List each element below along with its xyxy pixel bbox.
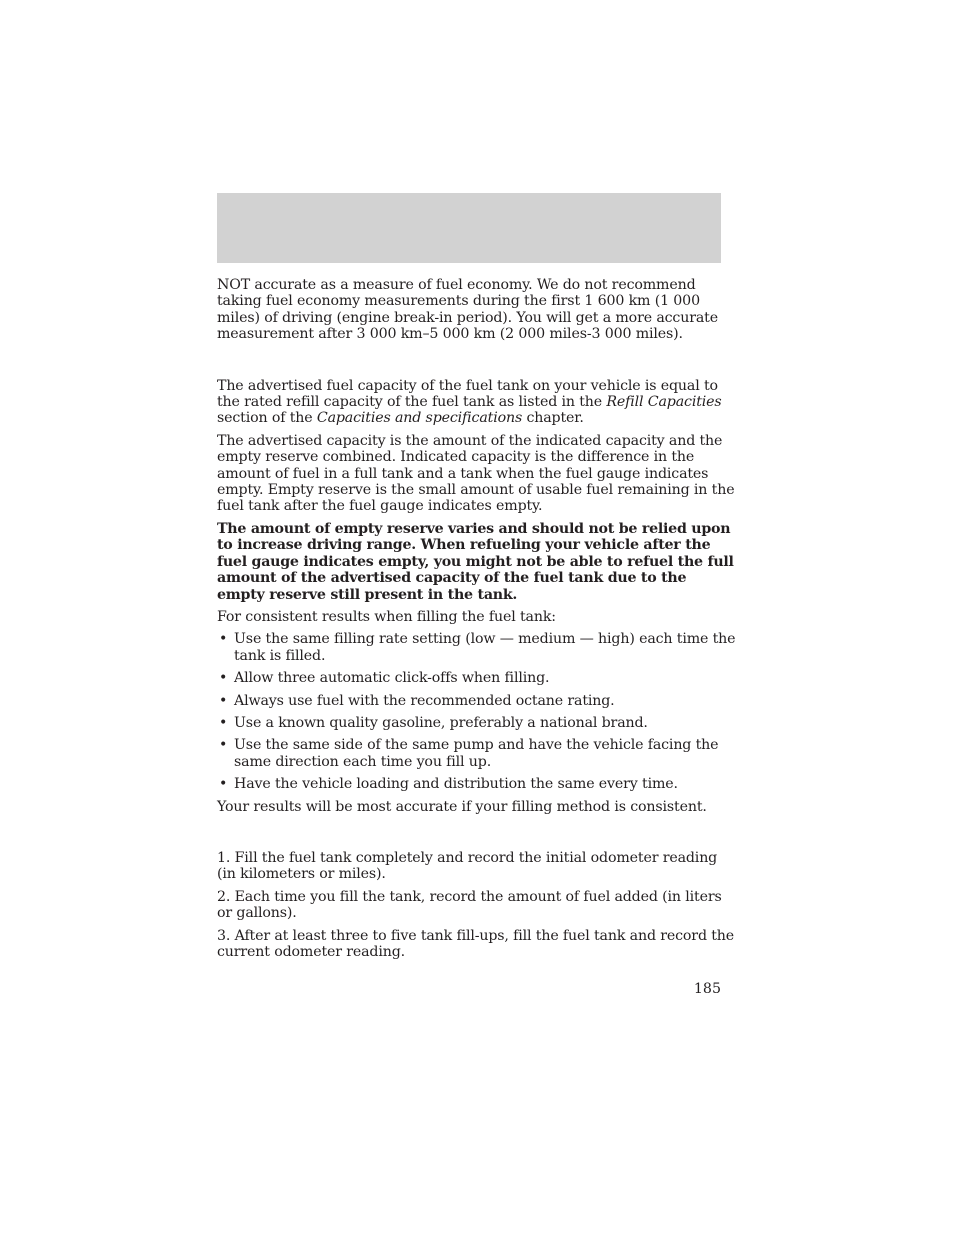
list-item-text: Always use fuel with the recommended octane rating. xyxy=(234,692,615,709)
list-item xyxy=(217,737,737,770)
step-3: 3. After at least three to five tank fill-ups, fill the fuel tank and record the current odometer reading. xyxy=(217,927,735,960)
list-item xyxy=(217,776,737,792)
advertised-capacity-paragraph: The advertised capacity is the amount of the indicated capacity and the empty reserve combined. Indicated capacity is the difference in the amount of fuel in a full tank and a tank when the fuel gauge indicates empty. Empty reserve is the small amount of usable fuel remaining in the fuel tank after the fuel gauge indicates empty. xyxy=(217,432,735,515)
intro-paragraph: NOT accurate as a measure of fuel economy. We do not recommend taking fuel economy measurements during the first 1 600 km (1 000 miles) of driving (engine break-in period). You will get a more accurate measurement after 3 000 km–5 000 km (2 000 miles-3 000 miles). xyxy=(217,277,718,343)
section-header-band xyxy=(217,193,721,263)
bullet-icon: • xyxy=(219,714,228,731)
filling-intro: For consistent results when filling the fuel tank: xyxy=(217,608,556,625)
capacity-text-2: section of the xyxy=(217,410,317,427)
capacity-paragraph xyxy=(217,378,737,427)
page-number: 185 xyxy=(693,981,721,997)
capacity-text-3: chapter. xyxy=(522,410,584,427)
filling-closing: Your results will be most accurate if your filling method is consistent. xyxy=(217,798,707,815)
bullet-icon: • xyxy=(219,776,228,793)
list-item xyxy=(217,670,737,686)
list-item xyxy=(217,715,737,731)
list-item-text: Allow three automatic click-offs when filling. xyxy=(234,670,550,687)
list-item xyxy=(217,693,737,709)
filling-tips-list xyxy=(217,631,737,792)
list-item-text: Have the vehicle loading and distribution the same every time. xyxy=(234,776,678,793)
page-content xyxy=(217,277,737,966)
capacities-specifications-reference: Capacities and specifications xyxy=(316,410,523,427)
bullet-icon: • xyxy=(219,737,228,754)
bullet-icon: • xyxy=(219,670,228,687)
list-item-text: Use the same side of the same pump and have the vehicle facing the same direction each time you fill up. xyxy=(234,737,719,770)
refill-capacities-reference: Refill Capacities xyxy=(606,394,722,411)
step-1: 1. Fill the fuel tank completely and record the initial odometer reading (in kilometers or miles). xyxy=(217,849,718,883)
bullet-icon: • xyxy=(219,631,228,648)
step-2: 2. Each time you fill the tank, record the amount of fuel added (in liters or gallons). xyxy=(217,888,722,922)
capacity-text-1: The advertised fuel capacity of the fuel tank on your vehicle is equal to the rated refill capacity of the fuel tank as listed in the xyxy=(217,377,718,411)
list-item-text: Use a known quality gasoline, preferably a national brand. xyxy=(234,714,648,731)
empty-reserve-warning: The amount of empty reserve varies and should not be relied upon to increase driving range. When refueling your vehicle after the fuel gauge indicates empty, you might not be able to refuel the full amount of the advertised capacity of the fuel tank due to the empty reserve still present in the tank. xyxy=(217,520,734,603)
list-item xyxy=(217,631,737,664)
bullet-icon: • xyxy=(219,692,228,709)
list-item-text: Use the same filling rate setting (low — medium — high) each time the tank is filled. xyxy=(234,631,736,664)
